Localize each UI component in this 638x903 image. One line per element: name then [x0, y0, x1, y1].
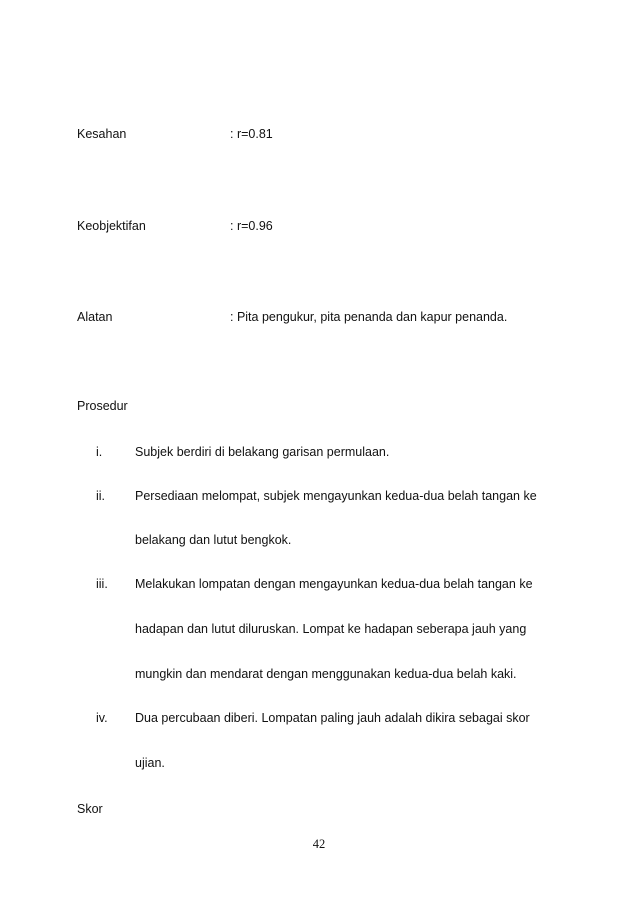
step-number: i.: [96, 445, 103, 459]
step-line: Melakukan lompatan dengan mengayunkan kedua-dua belah tangan ke: [135, 577, 533, 591]
step-line: Dua percubaan diberi. Lompatan paling jauh adalah dikira sebagai skor: [135, 711, 530, 725]
step-line: hadapan dan lutut diluruskan. Lompat ke hadapan seberapa jauh yang: [135, 622, 527, 636]
step-number: iii.: [96, 577, 108, 591]
kesahan-value: : r=0.81: [230, 127, 273, 141]
kesahan-label: Kesahan: [77, 127, 127, 141]
alatan-value: : Pita pengukur, pita penanda dan kapur penanda.: [230, 310, 508, 324]
keobjektifan-value: : r=0.96: [230, 219, 273, 233]
step-line: mungkin dan mendarat dengan menggunakan kedua-dua belah kaki.: [135, 667, 517, 681]
page-number: 42: [312, 837, 326, 851]
step-line: belakang dan lutut bengkok.: [135, 533, 292, 547]
prosedur-heading: Prosedur: [77, 399, 128, 413]
step-number: ii.: [96, 489, 106, 503]
alatan-label: Alatan: [77, 310, 113, 324]
skor-heading: Skor: [77, 802, 103, 816]
step-line: Persediaan melompat, subjek mengayunkan kedua-dua belah tangan ke: [135, 489, 537, 503]
step-line: ujian.: [135, 756, 165, 770]
keobjektifan-label: Keobjektifan: [77, 219, 146, 233]
step-number: iv.: [96, 711, 108, 725]
step-line: Subjek berdiri di belakang garisan permulaan.: [135, 445, 390, 459]
